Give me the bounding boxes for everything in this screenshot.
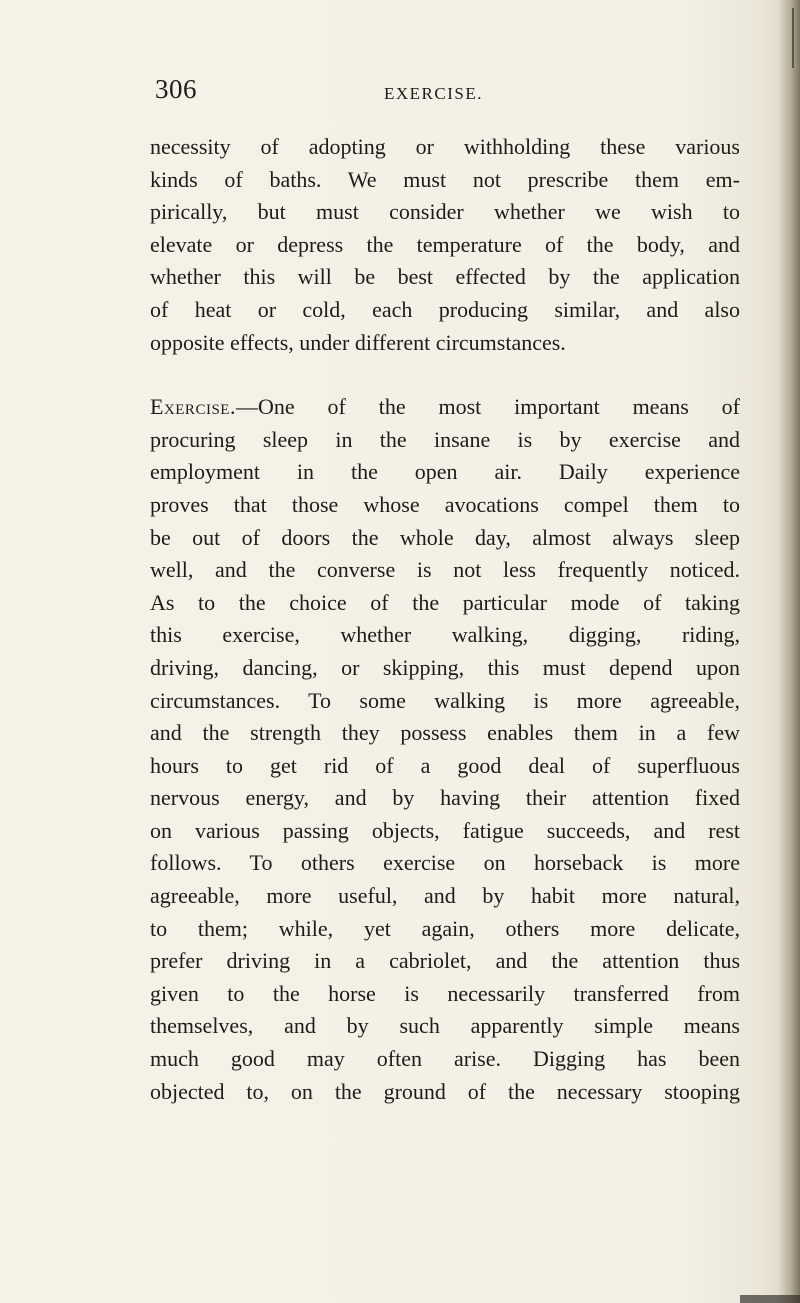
text-line: well, and the converse is not less frequently noticed. [150, 557, 740, 583]
text-line: to them; while, yet again, others more delicate, [150, 915, 740, 941]
first-line-rest: —One of the most important means of [235, 394, 740, 420]
text-line: follows. To others exercise on horseback is more [150, 850, 740, 876]
text-line: whether this will be best effected by the application [150, 264, 740, 290]
page-header [155, 74, 715, 114]
body-text [150, 131, 740, 1108]
text-line: As to the choice of the particular mode of taking [150, 589, 740, 615]
text-line: procuring sleep in the insane is by exercise and [150, 426, 740, 452]
page-edge-mark [792, 8, 794, 68]
text-line: this exercise, whether walking, digging, riding, [150, 622, 740, 648]
text-line: of heat or cold, each producing similar, and also [150, 296, 740, 322]
text-line: on various passing objects, fatigue succeeds, and rest [150, 817, 740, 843]
text-line: necessity of adopting or withholding these various [150, 134, 740, 159]
corner-shadow [740, 1295, 800, 1303]
page-number: 306 [155, 74, 197, 104]
text-line: pirically, but must consider whether we wish to [150, 199, 740, 225]
text-line: nervous energy, and by having their attention fixed [150, 785, 740, 811]
running-head: EXERCISE. [384, 84, 483, 103]
paragraph-1 [150, 131, 740, 359]
paragraph-2 [150, 391, 740, 1108]
text-line: hours to get rid of a good deal of superfluous [150, 752, 740, 778]
text-line: agreeable, more useful, and by habit more natural, [150, 883, 740, 909]
text-line: driving, dancing, or skipping, this must depend upon [150, 654, 740, 680]
text-line: much good may often arise. Digging has been [150, 1046, 740, 1072]
text-line: themselves, and by such apparently simple means [150, 1013, 740, 1039]
text-line: elevate or depress the temperature of the body, and [150, 231, 740, 257]
text-line: opposite effects, under different circumstances. [150, 329, 566, 355]
text-line: kinds of baths. We must not prescribe them em- [150, 166, 740, 192]
section-heading: Exercise. [150, 394, 236, 420]
text-line: objected to, on the ground of the necessary stooping [150, 1078, 740, 1104]
text-line: be out of doors the whole day, almost always sleep [150, 524, 740, 550]
page-edge-shadow [778, 0, 800, 1303]
text-line: given to the horse is necessarily transferred from [150, 980, 740, 1006]
text-line: proves that those whose avocations compel them to [150, 491, 740, 517]
text-line-first [150, 391, 740, 424]
text-line: prefer driving in a cabriolet, and the attention thus [150, 948, 740, 974]
paragraph-gap [150, 359, 740, 391]
text-line: and the strength they possess enables them in a few [150, 720, 740, 746]
text-line: employment in the open air. Daily experience [150, 459, 740, 485]
text-line: circumstances. To some walking is more agreeable, [150, 687, 740, 713]
